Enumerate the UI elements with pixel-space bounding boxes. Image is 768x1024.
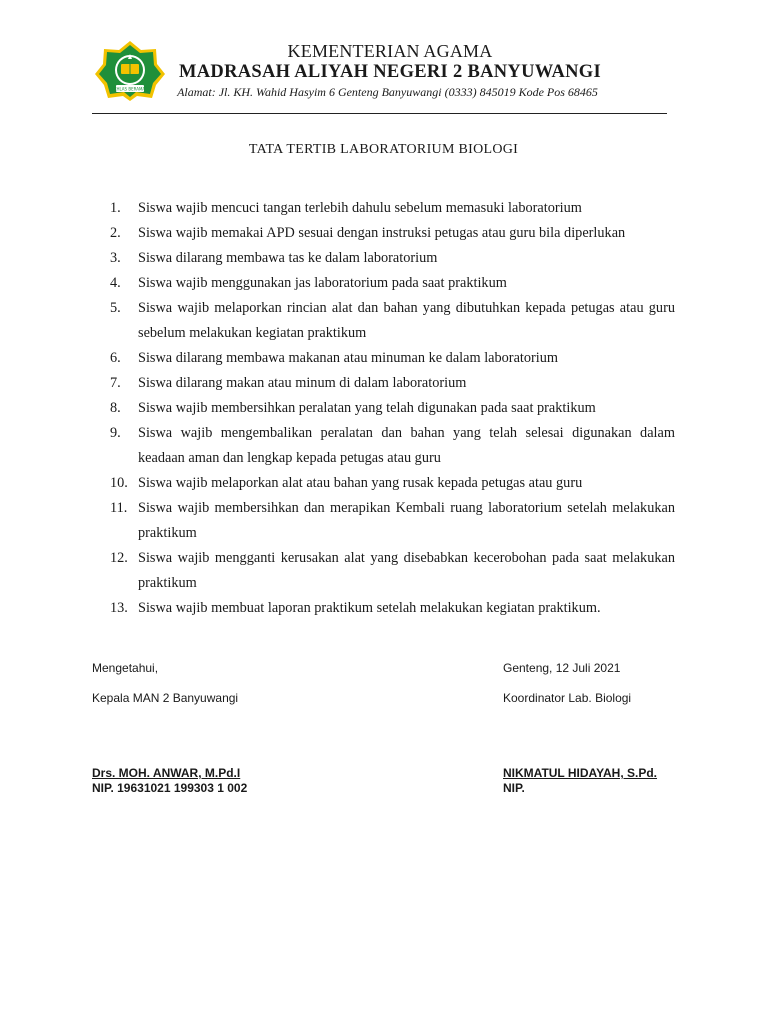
rule-number: 7. bbox=[110, 375, 121, 391]
rule-item bbox=[92, 496, 675, 546]
rule-text: Siswa dilarang membawa tas ke dalam laboratorium bbox=[138, 250, 438, 266]
rule-number: 5. bbox=[110, 300, 121, 316]
ministry-emblem-icon bbox=[94, 40, 166, 102]
rule-number: 4. bbox=[110, 275, 121, 291]
rule-item bbox=[92, 196, 675, 221]
acknowledged-label: Mengetahui, bbox=[92, 661, 159, 675]
coordinator-role: Koordinator Lab. Biologi bbox=[503, 691, 632, 705]
rule-item bbox=[92, 296, 675, 346]
rule-text: Siswa wajib membersihkan dan merapikan Kembali ruang laboratorium setelah melakukan praktikum bbox=[138, 500, 675, 541]
coordinator-nip: NIP. bbox=[503, 781, 525, 795]
rule-text: Siswa wajib melaporkan alat atau bahan yang rusak kepada petugas atau guru bbox=[138, 475, 583, 491]
rule-text: Siswa dilarang membawa makanan atau minuman ke dalam laboratorium bbox=[138, 350, 559, 366]
ministry-name: KEMENTERIAN AGAMA bbox=[287, 41, 493, 61]
ministry-logo bbox=[94, 40, 166, 102]
rule-item bbox=[92, 346, 675, 371]
rule-text: Siswa wajib membuat laporan praktikum setelah melakukan kegiatan praktikum. bbox=[138, 600, 601, 616]
school-address: Alamat: Jl. KH. Wahid Hasyim 6 Genteng Banyuwangi (0333) 845019 Kode Pos 68465 bbox=[177, 85, 598, 99]
rule-text: Siswa dilarang makan atau minum di dalam laboratorium bbox=[138, 375, 467, 391]
rule-item bbox=[92, 271, 675, 296]
rule-number: 11. bbox=[110, 500, 128, 516]
document-title: TATA TERTIB LABORATORIUM BIOLOGI bbox=[248, 142, 519, 157]
rule-item bbox=[92, 596, 675, 621]
coordinator-name: NIKMATUL HIDAYAH, S.Pd. bbox=[503, 766, 658, 780]
rule-number: 13. bbox=[110, 600, 128, 616]
rule-item bbox=[92, 371, 675, 396]
headmaster-nip: NIP. 19631021 199303 1 002 bbox=[92, 781, 248, 795]
rules-list bbox=[92, 196, 675, 621]
rule-number: 2. bbox=[110, 225, 121, 241]
place-date: Genteng, 12 Juli 2021 bbox=[503, 661, 621, 675]
rule-text: Siswa wajib memakai APD sesuai dengan instruksi petugas atau guru bila diperlukan bbox=[138, 225, 626, 241]
rule-item bbox=[92, 221, 675, 246]
rule-item bbox=[92, 421, 675, 471]
rule-number: 12. bbox=[110, 550, 128, 566]
rule-text: Siswa wajib menggunakan jas laboratorium pada saat praktikum bbox=[138, 275, 507, 291]
logo-text: IKHLAS BERAMAL bbox=[112, 86, 148, 92]
rule-number: 1. bbox=[110, 200, 121, 216]
rule-item bbox=[92, 396, 675, 421]
headmaster-name: Drs. MOH. ANWAR, M.Pd.I bbox=[92, 766, 241, 780]
rule-number: 8. bbox=[110, 400, 121, 416]
headmaster-role: Kepala MAN 2 Banyuwangi bbox=[92, 691, 239, 705]
rule-number: 6. bbox=[110, 350, 121, 366]
rule-item bbox=[92, 246, 675, 271]
rule-number: 10. bbox=[110, 475, 128, 491]
rule-text: Siswa wajib mencuci tangan terlebih dahulu sebelum memasuki laboratorium bbox=[138, 200, 582, 216]
rule-number: 9. bbox=[110, 425, 121, 441]
header-divider bbox=[92, 113, 667, 114]
rule-number: 3. bbox=[110, 250, 121, 266]
rule-item bbox=[92, 471, 675, 496]
rule-text: Siswa wajib membersihkan peralatan yang telah digunakan pada saat praktikum bbox=[138, 400, 596, 416]
rule-text: Siswa wajib melaporkan rincian alat dan bahan yang dibutuhkan kepada petugas atau guru sebelum melakukan kegiatan praktikum bbox=[138, 300, 675, 341]
rule-item bbox=[92, 546, 675, 596]
rule-text: Siswa wajib mengembalikan peralatan dan bahan yang telah selesai digunakan dalam keadaan aman dan lengkap kepada petugas atau guru bbox=[138, 425, 675, 466]
rule-text: Siswa wajib mengganti kerusakan alat yang disebabkan kecerobohan pada saat melakukan praktikum bbox=[138, 550, 675, 591]
school-name: MADRASAH ALIYAH NEGERI 2 BANYUWANGI bbox=[178, 62, 601, 82]
